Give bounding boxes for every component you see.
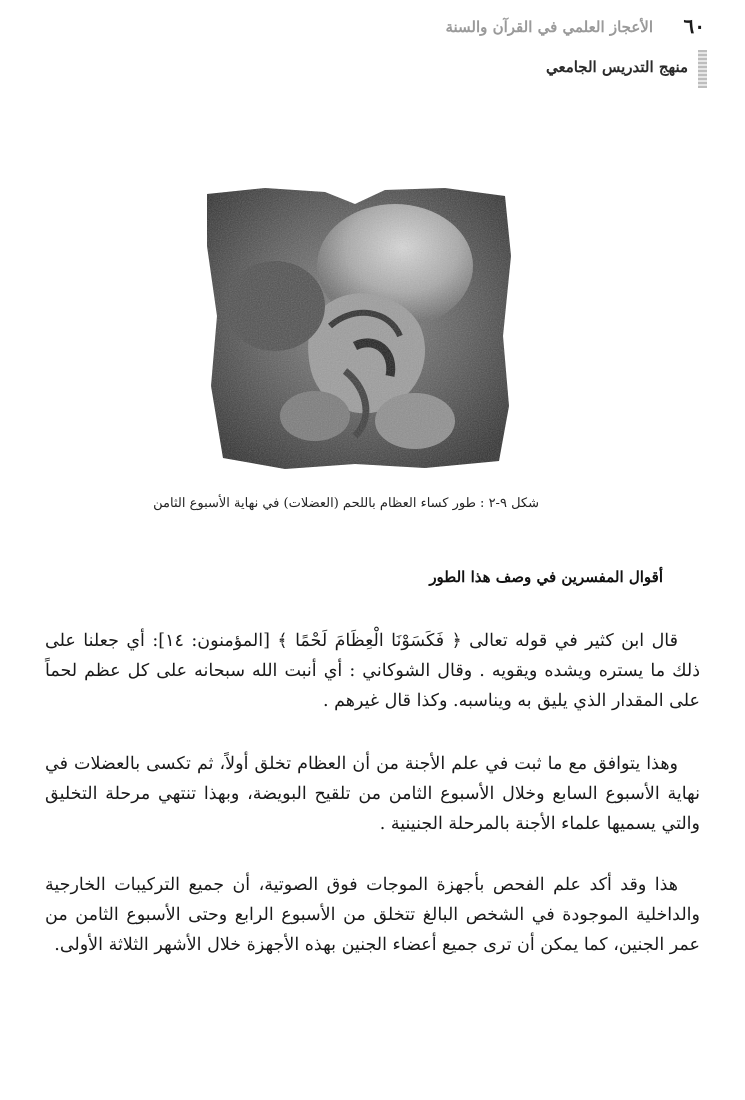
paragraph-2	[45, 749, 700, 839]
paragraph-1-text: قال ابن كثير في قوله تعالى ﴿ فَكَسَوْنَا الْعِظَامَ لَحْمًا ﴾ [المؤمنون: ١٤]: أي جعلنا على ذلك ما يستره ويشده ويقويه . وقال الشوكاني : أي أنبت الله سبحانه على كل عظم لحماً على المقدار الذي يليق به ويناسبه. وكذا قال غيرهم .	[45, 630, 700, 711]
running-title: الأعجاز العلمي في القرآن والسنة	[445, 18, 653, 36]
section-title: منهج التدريس الجامعي	[545, 58, 688, 76]
page-number: ٦٠	[683, 14, 705, 38]
paragraph-3	[45, 870, 700, 960]
embryo-photo	[205, 186, 513, 471]
figure-caption: شكل ٩-٢ : طور كساء العظام باللحم (العضلات) في نهاية الأسبوع الثامن	[153, 496, 539, 511]
paragraph-3-text: هذا وقد أكد علم الفحص بأجهزة الموجات فوق الصوتية، أن جميع التركيبات الخارجية والداخلية الموجودة في الشخص البالغ تتخلق من الأسبوع الرابع وحتى الأسبوع الثامن من عمر الجنين، كما يمكن أن ترى جميع أعضاء الجنين بهذه الأجهزة خلال الأشهر الثلاثة الأولى.	[45, 874, 700, 955]
paragraph-1	[45, 626, 700, 716]
section-heading: أقوال المفسرين في وصف هذا الطور	[429, 568, 663, 586]
header-decoration-bar	[698, 50, 707, 88]
paragraph-2-text: وهذا يتوافق مع ما ثبت في علم الأجنة من أن العظام تخلق أولاً، ثم تكسى بالعضلات في نهاية الأسبوع السابع وخلال الأسبوع الثامن من تلقيح البويضة، وبهذا تنتهي مرحلة التخليق والتي يسميها علماء الأجنة بالمرحلة الجنينية .	[45, 753, 700, 834]
